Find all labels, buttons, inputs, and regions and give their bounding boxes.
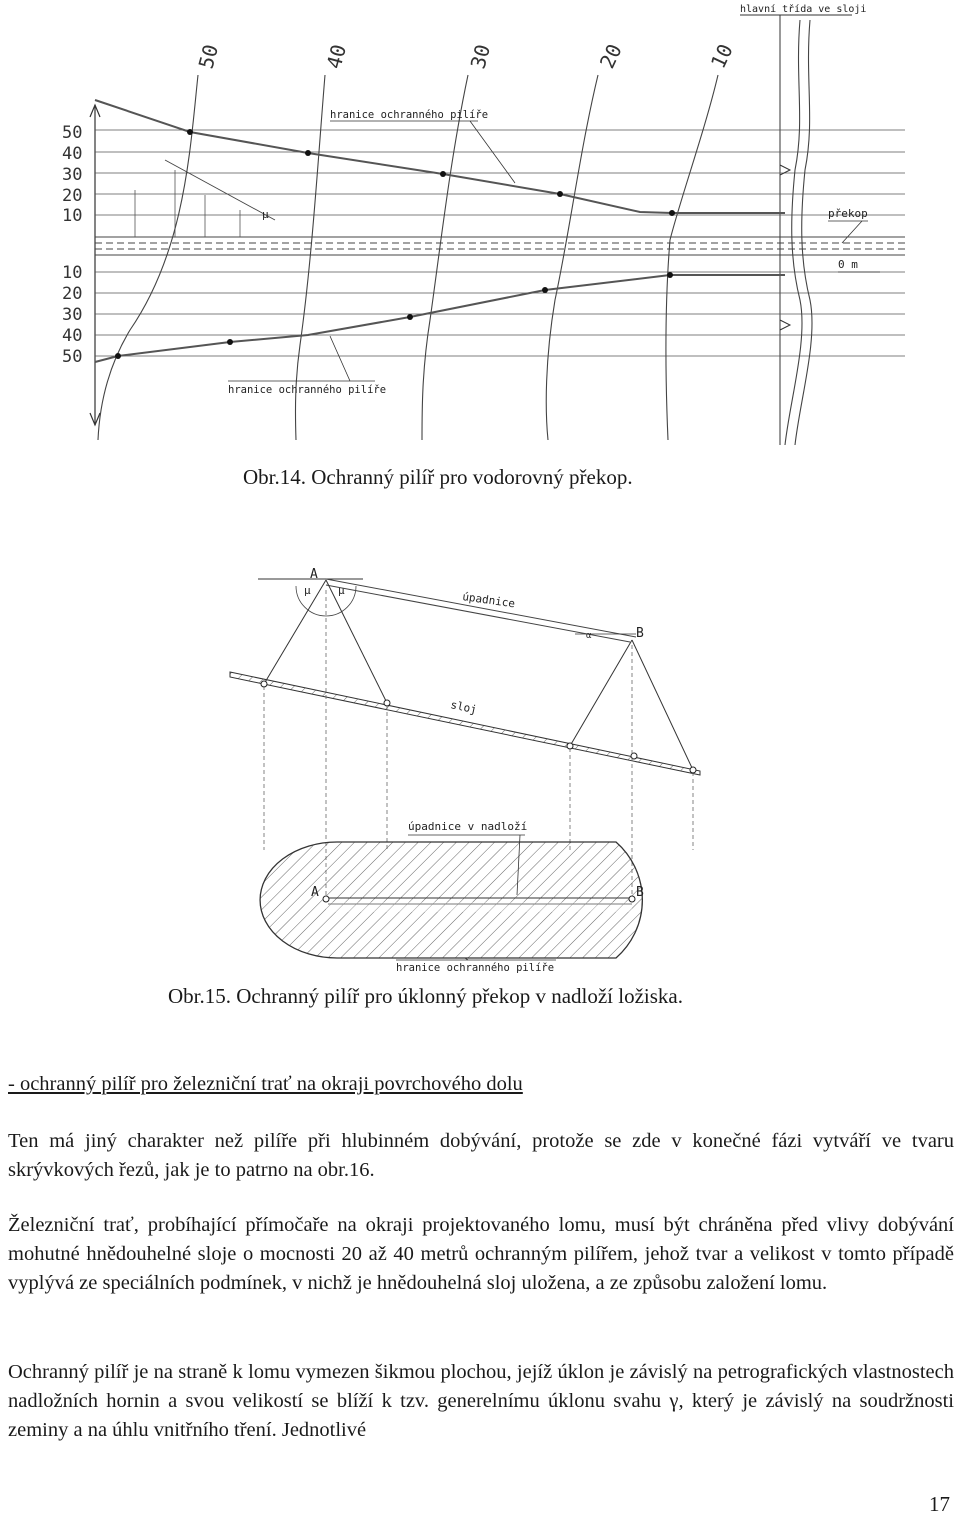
- paragraph-3: Ochranný pilíř je na straně k lomu vymezen šikmou plochou, jejíž úklon je závislý na petrografických vlastnostech nadložních hornin a svou velikostí se blíží k tzv. generelnímu úklonu svahu γ, který je závislý na soudržnosti zeminy a na úhlu vnitřního tření. Jednotlivé: [8, 1361, 954, 1441]
- svg-text:10: 10: [62, 206, 83, 226]
- label-mu-2: μ: [338, 584, 345, 597]
- label-point-A-plan: A: [311, 885, 319, 900]
- svg-text:20: 20: [62, 284, 83, 304]
- axis-numbers: [62, 123, 82, 367]
- svg-text:10: 10: [705, 40, 738, 73]
- label-mu-fig14: μ: [262, 208, 269, 221]
- svg-text:30: 30: [62, 305, 83, 325]
- svg-text:10: 10: [62, 263, 83, 283]
- label-prekop: překop: [828, 207, 868, 220]
- label-upadnice: úpadnice: [461, 590, 516, 611]
- figure-14-drawing: [0, 0, 960, 450]
- boundary-upper-label: hranice ochranného pilíře: [330, 109, 489, 121]
- svg-text:50: 50: [62, 347, 83, 367]
- label-zero-m: 0 m: [838, 258, 858, 271]
- boundary-lower-label: hranice ochranného pilíře: [228, 384, 387, 396]
- label-point-B: B: [636, 626, 644, 641]
- seam: [230, 672, 700, 775]
- paragraph-2: Železniční trať, probíhající přímočaře na okraji projektovaného lomu, musí být chráněna před vlivy dobývání mohutné hnědouhelné sloje o mocnosti 20 až 40 metrů ochranným pilířem, jehož tvar a velikost v tomto případě vyplývá ze speciálních podmínek, v nichž je hnědouhelná sloj uložena, a ze způsobu založení lomu.: [8, 1214, 954, 1294]
- drift-lines: [95, 237, 905, 255]
- label-point-B-plan: B: [636, 885, 644, 900]
- svg-text:20: 20: [62, 186, 83, 206]
- svg-text:40: 40: [321, 41, 352, 72]
- section-heading: - ochranný pilíř pro železniční trať na okraji povrchového dolu: [8, 1073, 523, 1095]
- vertical-axis: [90, 105, 100, 425]
- label-mu-1: μ: [304, 584, 311, 597]
- label-point-A: A: [310, 567, 318, 582]
- boundary-lower: [95, 275, 785, 362]
- label-upadnice-nadlozi: úpadnice v nadloží: [408, 820, 528, 833]
- figure-15-drawing: [0, 555, 960, 975]
- protective-pillar: [260, 842, 642, 958]
- label-pillar-boundary: hranice ochranného pilíře: [396, 962, 555, 974]
- svg-text:30: 30: [465, 41, 496, 72]
- label-main-drift: hlavní třída ve sloji: [740, 4, 867, 15]
- svg-text:40: 40: [62, 326, 83, 346]
- figure-15-caption: Obr.15. Ochranný pilíř pro úklonný překop v nadloží ložiska.: [168, 984, 683, 1008]
- paragraph-1: Ten má jiný charakter než pilíře při hlubinném dobývání, protože se zde v konečné fázi vytváří ve tvaru skrývkových řezů, jak je to patrno na obr.16.: [8, 1130, 954, 1181]
- main-drift-wall: [785, 20, 812, 445]
- contour-labels: [194, 40, 738, 72]
- svg-text:40: 40: [62, 144, 83, 164]
- svg-text:30: 30: [62, 165, 83, 185]
- svg-text:20: 20: [594, 40, 627, 73]
- svg-text:50: 50: [62, 123, 83, 143]
- svg-text:50: 50: [193, 41, 224, 72]
- upper-level-lines: [95, 130, 905, 215]
- page-number: 17: [929, 1492, 950, 1516]
- figure-14-caption: Obr.14. Ochranný pilíř pro vodorovný překop.: [243, 465, 633, 489]
- influence-cones: [264, 580, 693, 770]
- label-sloj: sloj: [449, 698, 479, 717]
- label-alpha: α: [586, 631, 592, 641]
